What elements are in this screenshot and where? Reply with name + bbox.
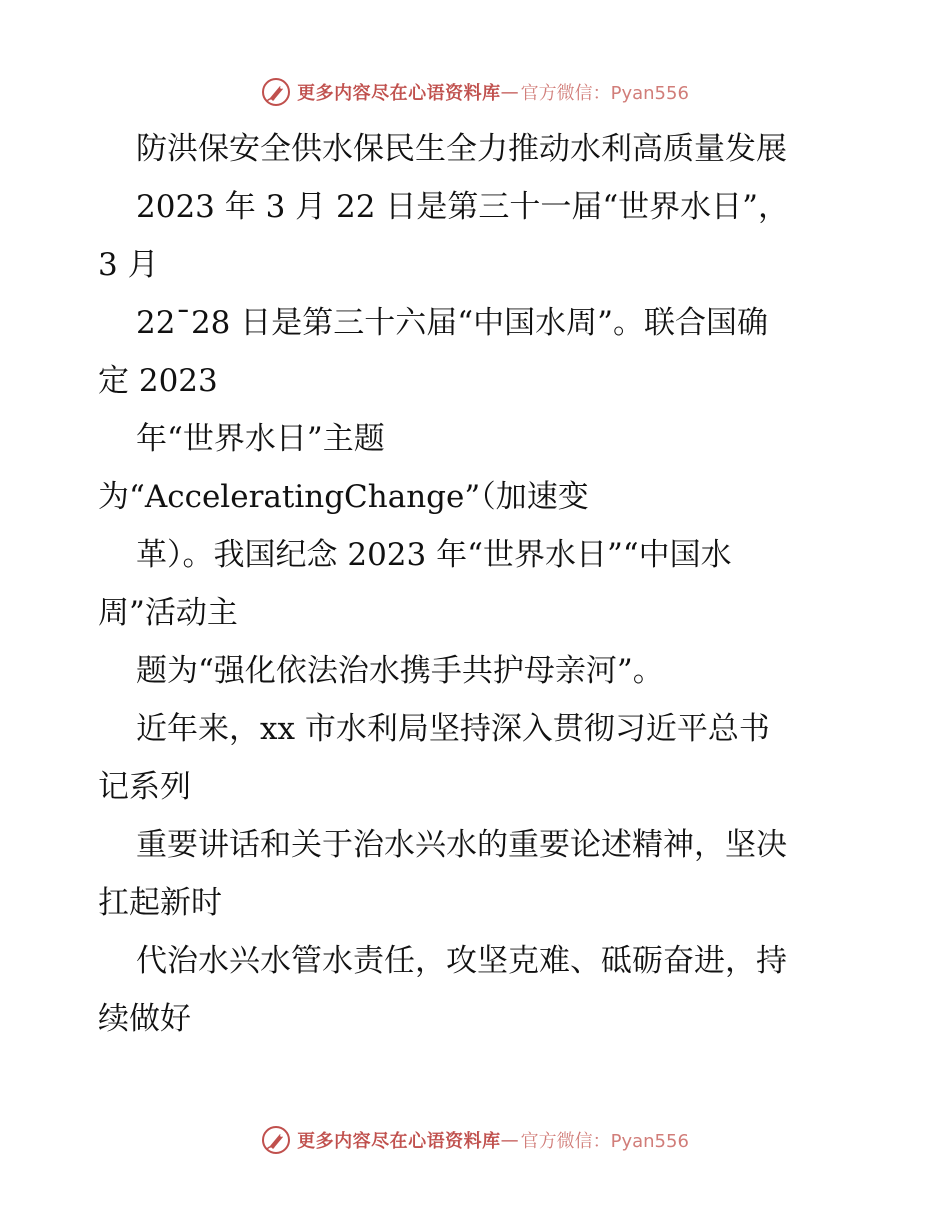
text-line: 3 月 [98, 247, 159, 283]
text-line: 防洪保安全供水保民生全力推动水利高质量发展 [136, 131, 787, 167]
banner-dash: — [500, 1129, 519, 1151]
text-line: 周”活动主 [98, 595, 238, 631]
banner-title: 更多内容尽在心语资料库 [297, 1131, 501, 1152]
header-watermark-banner [0, 72, 950, 112]
text-line: 为“AcceleratingChange”（加速变 [98, 479, 589, 515]
pen-nib-logo-icon [261, 77, 291, 107]
text-line: 扛起新时 [98, 885, 222, 921]
text-line: 定 2023 [98, 363, 218, 399]
footer-watermark-banner [0, 1120, 950, 1160]
text-line: 2023 年 3 月 22 日是第三十一届“世界水日”， [136, 189, 790, 225]
text-line: 代治水兴水管水责任，攻坚克难、砥砺奋进，持 [136, 943, 787, 979]
text-line: 题为“强化依法治水携手共护母亲河”。 [136, 653, 664, 689]
document-body [98, 120, 858, 1048]
pen-nib-logo-icon [261, 1125, 291, 1155]
text-line: 近年来，xx 市水利局坚持深入贯彻习近平总书 [136, 711, 770, 747]
text-line: 记系列 [98, 769, 191, 805]
text-line: 重要讲话和关于治水兴水的重要论述精神，坚决 [136, 827, 787, 863]
banner-dash: — [500, 81, 519, 103]
banner-subtitle: 官方微信：Pyan556 [520, 83, 689, 104]
banner-title: 更多内容尽在心语资料库 [297, 83, 501, 104]
text-line: 革）。我国纪念 2023 年“世界水日”“中国水 [136, 537, 732, 573]
text-line: 续做好 [98, 1001, 191, 1037]
banner-subtitle: 官方微信：Pyan556 [520, 1131, 689, 1152]
text-line: 年“世界水日”主题 [136, 421, 385, 457]
text-line: 22¯28 日是第三十六届“中国水周”。联合国确 [136, 305, 768, 341]
